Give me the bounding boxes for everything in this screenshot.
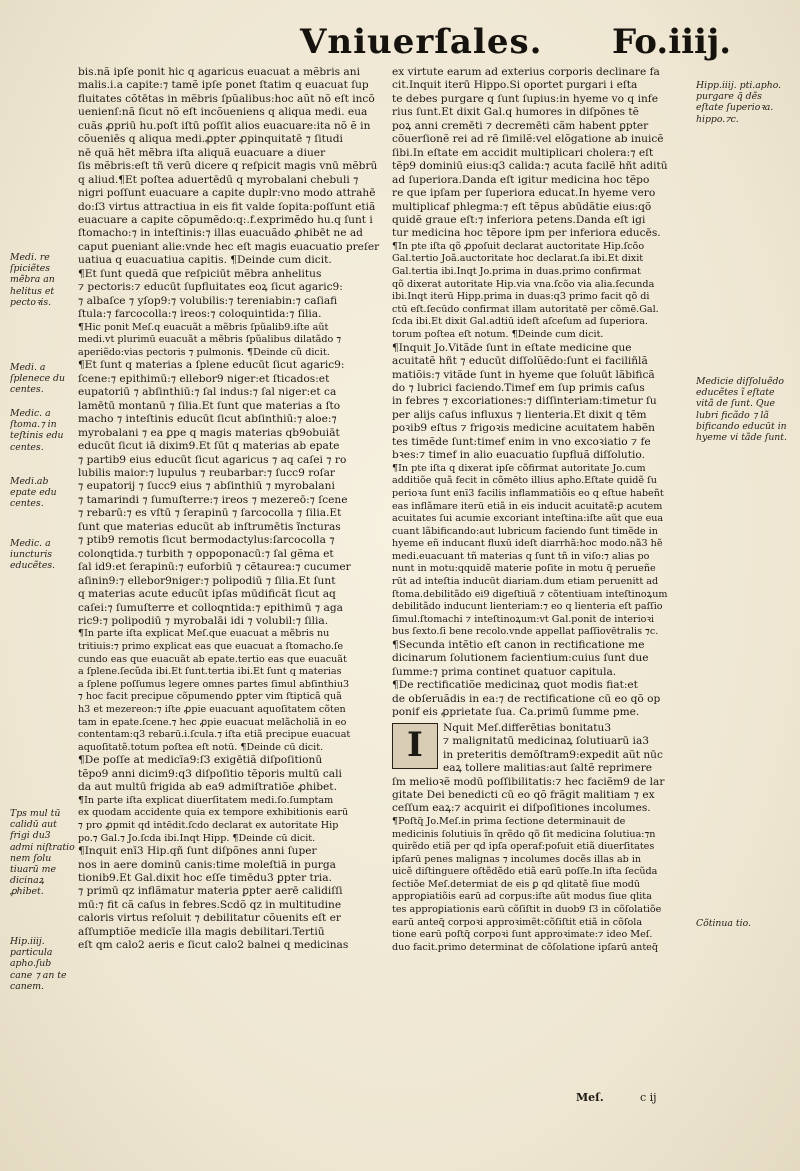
margin-note-purgare: Hipp.iiij. pti.apho. purgare q̃ dẽs eſtate ſuperioꝛa. hippo.⁊c. (696, 80, 782, 125)
text-line: dicinarum ſolutionem facientium:cuius ſunt due (392, 652, 649, 665)
text-line: bis.nã ipſe ponit hic q agaricus euacuat a mẽbris ani (78, 66, 360, 78)
text-line: aſſumptiõe medicīe illa magis debilitari.Tertiū (78, 925, 325, 938)
text-line: acuitatẽ hñt ⁊ educūt diſſolũẽdo:ſunt ei faciliñlã (392, 355, 648, 368)
text-line: myrobalani ⁊ ea ꝑpe q magis materias qb9obuiāt (78, 426, 340, 439)
text-line: lamētū montanū ⁊ ſilia.Et ſunt que materias a ſto (78, 399, 341, 412)
text-line: ⁊ pro ꝓpmit qd intēdit.ſcdo declarat ex autoritate Hip (78, 819, 339, 831)
text-line: a ſplene poſſumus legere omnes partes ſimul abſinthiu3 (78, 678, 350, 690)
text-line: ſibi.In eſtate em accidit multiplicari cholera:⁊ eſt (392, 146, 654, 159)
text-line: ponif eis ꝓprietate ſua. Ca.primū ſumme pme. (392, 706, 640, 719)
text-line: tritiuis:⁊ primo explicat eas que euacuat a ſtomacho.ſe (78, 641, 344, 653)
text-line: ſimul.ſtomachi ⁊ inteſtinoꝝum:vt Gal.ponit de interioꝛi (392, 613, 655, 625)
text-line: uenienſ:nã ſicut nõ eſt incõueniens q aliqua medi. eua (78, 106, 368, 119)
text-line: aſinin9:⁊ ellebor9niger:⁊ polipodiū ⁊ ſilia.Et ſunt (78, 574, 336, 587)
text-line: ¶Hic ponit Meſ.q euacuãt a mẽbris ſpũalib9.iſte aũt (78, 321, 329, 333)
text-line: do:ſ3 virtus attractiua in eis fit valde ſopita:poſſunt etiã (78, 200, 376, 213)
text-line: in febres ⁊ excoriationes:⁊ diſſinteriam:timetur ſu (392, 395, 657, 408)
text-line: ctū eſt.ſecūdo confirmat illam autoritatē per cõmē.Gal. (392, 303, 659, 315)
margin-note-anhelitus: Medi. re ſpiciẽtes mẽbra an helitus et pectoꝛis. (10, 252, 55, 308)
text-line: ¶De poſſe at medicīa9:ſ3 exigētiã diſpoſitionū (78, 754, 323, 767)
text-line: mū:⁊ fit cã caſus in febres.Scdõ qz in multitudine (78, 898, 342, 911)
left-column (78, 66, 380, 1146)
text-line: tur medicina hoc tẽpore ipm per inferiora educēs. (392, 227, 661, 240)
text-line: ⁊ primū qz inflãmatur materia ꝑpter aerē calidiſſi (78, 885, 343, 898)
footer-signature: Meſ. (576, 1091, 604, 1104)
text-line: ſtoma.debilitãdo ei9 digeſtiuã ⁊ cõtentiuam inteſtinoꝝum (392, 588, 668, 600)
text-line: bus ſexto.ſi bene recolo.vnde appellat paſſiovētralis ⁊c. (392, 626, 659, 638)
text-line: ric9:⁊ polipodiū ⁊ myrobalāi idi ⁊ volubil:⁊ ſilia. (78, 615, 329, 627)
text-line: ⁊ partib9 eius educūt ſicut agaricus ⁊ aq caſei ⁊ ro (78, 453, 347, 466)
text-line: educūt ſicut iā dixim9.Et ſūt q materias ab epate (78, 440, 340, 453)
text-line: ex virtute earum ad exterius corporis declinare fa (392, 66, 660, 78)
text-line: qõ dixerat autoritate Hip.via vna.ſcõo via alia.ſecunda (392, 278, 655, 290)
text-line: eupatoriū ⁊ abſinthiū:⁊ ſal indus:⁊ ſal niger:et ca (78, 386, 337, 399)
margin-note-stomacho: Medic. a ſtoma.⁊ in teſtinis edu centes. (10, 408, 64, 453)
quire-mark: c ij (640, 1091, 657, 1104)
text-line: caput ꝑueniant alie:vnde hec eſt magis euacuatio preſer (78, 240, 380, 253)
text-line: a ſplene.ſecũda ibi.Et ſunt.tertia ibi.Et ſunt q materias (78, 666, 342, 678)
text-line: ¶De rectificatiõe medicinaꝝ quot modis fiat:et (392, 679, 638, 692)
text-line: per alijs caſus influxus ⁊ lienteria.Et dixit q tẽm (392, 408, 647, 421)
text-line: nos in aere dominū canis:time moleſtiã in purga (78, 858, 336, 871)
text-line: aquoſitatẽ.totum poſtea eſt notū. ¶Deinde cū dicit. (78, 741, 324, 753)
text-line: eas inflãmare iterū etiã in eis inducit acuitatẽ:ꝑ acutem (392, 500, 663, 512)
text-line: ⁊ tamarindi ⁊ ſumuſterre:⁊ ireos ⁊ mezereō:⁊ ſcene (78, 493, 348, 506)
text-line: ſumme:⁊ prima continet quatuor capitula. (392, 665, 617, 678)
text-line: quidẽ graue eſt:⁊ inferiora petens.Danda eſt igi (392, 213, 646, 226)
text-line: malis.i.a capite:⁊ tamẽ ipſe ponet ſtatim q euacuat ſup (78, 79, 369, 92)
text-line: tionib9.Et Gal.dixit hoc eſſe timēdu3 ꝑpter tria. (78, 872, 332, 885)
text-line: tẽp9 dominiū eius:q3 calida:⁊ acuta facilẽ hñt aditū (392, 160, 668, 173)
text-line: ſtula:⁊ farcocolla:⁊ ireos:⁊ coloquintida:⁊ ſilia. (78, 308, 322, 321)
text-line: ipſarū penes malignas ⁊ incolumes docẽs illas ab in (392, 853, 642, 865)
text-line: perioꝛa ſunt enī3 facilis inflammatiõis eo q eſtue habeñt (392, 487, 664, 499)
text-line: aperiẽdo:vias pectoris ⁊ pulmonis. ¶Deinde cũ dicit. (78, 346, 330, 358)
text-line: ¶In pte iſta q dixerat ipſe cõfirmat autoritate Jo.cum (392, 462, 646, 474)
text-line: in preteritis demõſtram9:expedit aũt nūc (443, 748, 663, 761)
text-line: nigri poſſunt euacuare a capite duplr:vno modo attrahē (78, 187, 376, 200)
text-line: tes timẽde ſunt:timef enim in vno excoꝛiatio ⁊ fe (392, 435, 651, 448)
margin-note-continuatio: Cõtinua tio. (696, 918, 751, 929)
text-line: ſtomacho:⁊ in inteſtinis:⁊ illas euacuãdo ꝓhibēt ne ad (78, 227, 363, 240)
text-line: ⁊ malignitatū medicinaꝝ ſolutiuarū ia3 (443, 735, 650, 748)
text-line: re que ipſam per ſuperiora educat.In hyeme vero (392, 187, 656, 200)
text-line: ſis mẽbris:eſt tñ verū dicere q reſpicit magis vnū mẽbrū (78, 160, 378, 173)
text-line: ſcda ibi.Et dixit Gal.adtiū ideſt aſceſum ad ſuperiora. (392, 316, 648, 328)
text-line: ¶Et ſunt q materias a ſplene educūt ſicut agaric9: (78, 359, 345, 372)
text-line: ex quodam accidente quia ex tempore exhibitionis earū (78, 807, 349, 819)
text-line: ſunt que materias educūt ab inſtrumētis ĩncturas (78, 520, 341, 533)
text-line: Nquit Meſ.differẽtias bonitatu3 (443, 721, 612, 734)
text-line: approꝑiatiõis earū ad corpus:iſte aũt modus ſiue qlita (392, 891, 652, 903)
text-line: ad ſuperiora.Danda eſt igitur medicina hoc tẽpo (392, 173, 650, 186)
text-line: ¶Secunda intẽtio eſt canon in rectificatione me (392, 639, 645, 652)
text-line: cuãs ꝓpriū hu.poſt iſtū poſſit alios euacuare:ita nõ ẽ in (78, 119, 371, 132)
text-line: hyeme eñ inducant fluxū ideſt diarrhã:hoc modo.nã3 hẽ (392, 538, 663, 550)
text-line: ¶In pte iſta qõ ꝓpoſuit declarat auctoritate Hip.ſcõo (392, 240, 645, 252)
text-line: ¶In parte iſta explicat Meſ.que euacuat a mẽbris nu (78, 628, 330, 640)
text-line: ¶Et ſunt quedã que reſpiciūt mẽbra anhelitus (78, 267, 322, 280)
margin-note-splene: Medi. a ſplenece du centes. (10, 362, 65, 396)
text-line: q aliud.¶Et poſtea aduertēdū q myrobalani chebuli ⁊ (78, 173, 359, 186)
text-line: caſei:⁊ ſumuſterre et colloqntida:⁊ epithimū ⁊ aga (78, 601, 343, 614)
text-line: rūt ad inteſtia inducūt diariam.dum etiam peruenitt ad (392, 576, 659, 588)
margin-note-hippocrates: Hip.iiij. particula apho.ſub cane ⁊ an te canem. (10, 936, 67, 992)
text-line: cõuerſionẽ rei ad rẽ ſimilẽ:vel elõgatione ab inuicẽ (392, 133, 664, 146)
text-line: additiõe quã fecit in cõmēto illius apho.Eſtate quidẽ ſu (392, 475, 657, 487)
text-line: medi.euacuant tñ materias q ſunt tñ in viſo:⁊ alias po (392, 550, 650, 562)
text-line: cõueniēs q aliqua medi.ꝓpter ꝓpinquitatē ⁊ ſitudi (78, 133, 343, 146)
text-line: cundo eas que euacuãt ab epate.tertio eas que euacuãt (78, 653, 347, 665)
margin-note-tempus: Tps mul tū calidū aut frigi du3 admi niſtratio nem ſolu tiuarū me dicinaꝝ ꝓhibet. (10, 808, 75, 898)
text-line: ⁊ eupatorij ⁊ ſucc9 eius ⁊ abſinthiū ⁊ myrobalani (78, 480, 335, 493)
margin-note-iuncturis: Medic. a iuncturis educẽtes. (10, 538, 56, 572)
text-line: ſcene:⁊ epithimū:⁊ ellebor9 niger:et ſticados:et (78, 372, 330, 385)
text-line: uatiua q euacuatiua capitis. ¶Deinde cum dicit. (78, 254, 332, 267)
text-line: ibi.Inqt iterū Hipp.prima in duas:q3 primo facit qõ di (392, 291, 650, 303)
text-line: tione earū poſtq̃ corpoꝛi ſunt approꝛimate:⁊ ideo Meſ. (392, 929, 653, 941)
text-line: poꝝ anni cremēti ⁊ decremēti cãm habent ꝑpter (392, 119, 649, 132)
margin-note-epate: Medi.ab epate edu centes. (10, 476, 57, 510)
text-line: contentam:q3 rebarū.i.ſcula.⁊ iſta etiã precipue euacuat (78, 729, 351, 741)
right-column (392, 66, 690, 1146)
text-line: ⁊ albaſce ⁊ yſop9:⁊ volubilis:⁊ tereniabin:⁊ caſiafi (78, 294, 338, 307)
text-line: do ⁊ lubrici faciendo.Timef em ſup primis caſus (392, 382, 645, 394)
chapter-opening (392, 722, 690, 955)
text-line: da aut multū frigida ab ea9 admiſtratiõe ꝓhibet. (78, 781, 337, 794)
text-line: rius ſunt.Et dixit Gal.q humores in diſpõnes tẽ (392, 106, 639, 119)
folio-number: Fo.iiij. (612, 22, 732, 62)
text-line: uicẽ diſtinguere oſtẽdẽdo etiã earū poſſe.In iſta ſecũda (392, 866, 658, 878)
text-line: Gal.tertia ibi.Inqt Jo.prima in duas.primo confirmat (392, 266, 641, 278)
text-line: tẽpo9 anni dicim9:q3 diſpoſitio tẽporis multū cali (78, 767, 342, 780)
decorated-initial: I (392, 723, 438, 769)
text-line: poꝛib9 eſtus ⁊ frigoꝛis medicine acuitatem habẽn (392, 422, 655, 435)
text-line: fluitates cõtētas in mẽbris ſpũalibus:hoc aũt nõ eſt incõ (78, 92, 375, 105)
text-line: debilitãdo inducunt lienteriam:⁊ eo q lienteria eſt paſſio (392, 601, 663, 613)
text-line: matiõis:⁊ vitãde ſunt in hyeme que ſoluūt lãbificã (392, 368, 655, 381)
margin-note-medicine: Medicie diſſoluẽdo educẽtes ĩ eſtate vitã de ſunt. Que lubri ficãdo ⁊ lã bificando educūt in hyeme vi tãde ſunt. (696, 376, 787, 444)
text-line: ſal id9:et ſerapinū:⁊ euforbiū ⁊ cẽtaurea:⁊ cucumer (78, 561, 351, 574)
running-title: Vniuerſales. (300, 22, 543, 62)
text-line: cit.Inquit iterū Hippo.Si oportet purgari i eſta (392, 79, 638, 92)
text-line: ſectiõe Meſ.determiat de eis ꝑ qd qlitatẽ ſiue modū (392, 878, 641, 890)
text-line: gitate Dei benedicti cū eo qõ frãgit malitiam ⁊ ex (392, 789, 655, 802)
text-line: multiplicaf phlegma:⁊ eſt tẽpus abūdãtie eius:qõ (392, 200, 652, 213)
text-line: ¶Inquit Jo.Vitãde ſunt in eſtate medicine que (392, 341, 632, 354)
text-line: lubilis maior:⁊ lupulus ⁊ reubarbar:⁊ ſucc9 roſar (78, 467, 335, 480)
text-line: eſt qm calo2 aeris e ſicut calo2 balnei q medicinas (78, 939, 349, 952)
text-line: nunt in motu:qquidẽ materie poſite in motu q̃ perueñe (392, 563, 656, 575)
text-line: ⁊ rebarū:⁊ es vſtū ⁊ ſerapinū ⁊ ſarcocolla ⁊ ſilia.Et (78, 507, 342, 520)
text-line: tes approꝑiationis earū cõſiſtit in duob9 ſ3 in cõſolatiõe (392, 904, 662, 916)
text-line: ⁊ pectoris:⁊ educūt ſupfluitates eoꝝ ſicut agaric9: (78, 281, 343, 294)
text-line: colonqtida.⁊ turbith ⁊ oppoponacū:⁊ ſal gẽma et (78, 547, 334, 560)
text-line: te debes purgare q ſunt ſupius:in hyeme vo q infe (392, 92, 658, 105)
text-line: q materias acute educūt ipſas mūdificãt ſicut aq (78, 588, 336, 601)
text-line: ⁊ hoc facit precipue cõpumendo ꝑpter vim ſtipticã quã (78, 691, 342, 703)
text-line: ⁊ ptib9 remotis ſicut bermodactylus:ſarcocolla ⁊ (78, 534, 335, 547)
text-line: ¶Inquit enī3 Hip.qñ ſunt diſpõnes anni ſuper (78, 845, 317, 858)
text-line: ſm melioꝛẽ modū poſſibilitatis:⁊ hec faciẽm9 de lar (392, 775, 665, 788)
text-line: ¶Poſtq̃ Jo.Meſ.in prima ſectione determinauit de (392, 815, 626, 827)
text-line: cuant lãbificando:aut lubricum faciendo ſunt timẽde in (392, 525, 658, 537)
text-line: quirẽdo etiã per qd ipſa operaf:poſuit etiã diuerſitates (392, 841, 655, 853)
text-line: acuitates ſui acumie excoriant inteſtina:iſte aũt que eua (392, 513, 664, 525)
text-line: tam in epate.ſcene.⁊ hec ꝓpie euacuat melãcholiã in eo (78, 716, 347, 728)
text-line: earū anteq̃ corpoꝛi approꝛimẽt:cõſiſtit etiã in cõſola (392, 916, 643, 928)
text-line: medi.vt plurimū euacuãt a mẽbris ſpũalibus dilatãdo ⁊ (78, 334, 342, 346)
text-line: medicinis ſolutiuis ĩn qrẽdo qõ ſit medicina ſolutiua:⁊n (392, 828, 656, 840)
text-line: ceſſum eaꝝ:⁊ acquirit ei diſpoſitiones incolumes. (392, 802, 651, 815)
text-line: ¶In parte iſta explicat diuerſitatem medi.ſo.ſumptam (78, 794, 334, 806)
text-line: macho ⁊ inteſtinis educūt ſicut abſinthiū:⁊ aloe:⁊ (78, 413, 337, 426)
right-column-upper (392, 66, 690, 720)
text-line: nē quã hẽt mẽbra iſta aliquã euacuare a diuer (78, 146, 326, 159)
text-line: eaꝝ tollere malitias:aut ſaltẽ reprimere (443, 762, 653, 775)
text-line: duo facit.primo determinat de cõſolatione ipſarū anteq̃ (392, 941, 658, 953)
text-line: bꝛes:⁊ timef in alio euacuatio ſupfluã diſſolutio. (392, 449, 645, 462)
text-line: Gal.tertio Joã.auctoritate hoc declarat.ſa ibi.Et dixit (392, 253, 644, 265)
text-line: euacuare a capite cõpumẽdo:q:.f.exprimẽdo hu.q ſunt i (78, 213, 373, 226)
text-line: caloris virtus reſoluit ⁊ debilitatur cõuenits eſt er (78, 912, 341, 925)
text-line: h3 et mezereon:⁊ iſte ꝓpie euacuant aquoſitatem cõten (78, 704, 346, 716)
text-line: de obſeruãdis in ea:⁊ de rectificatione cū eo qõ op (392, 692, 661, 705)
text-line: po.⁊ Gal.⁊ Jo.ſcda ibi.Inqt Hipp. ¶Deinde cū dicit. (78, 832, 316, 844)
text-line: torum poſtea eſt notum. ¶Deinde cum dicit. (392, 329, 604, 341)
